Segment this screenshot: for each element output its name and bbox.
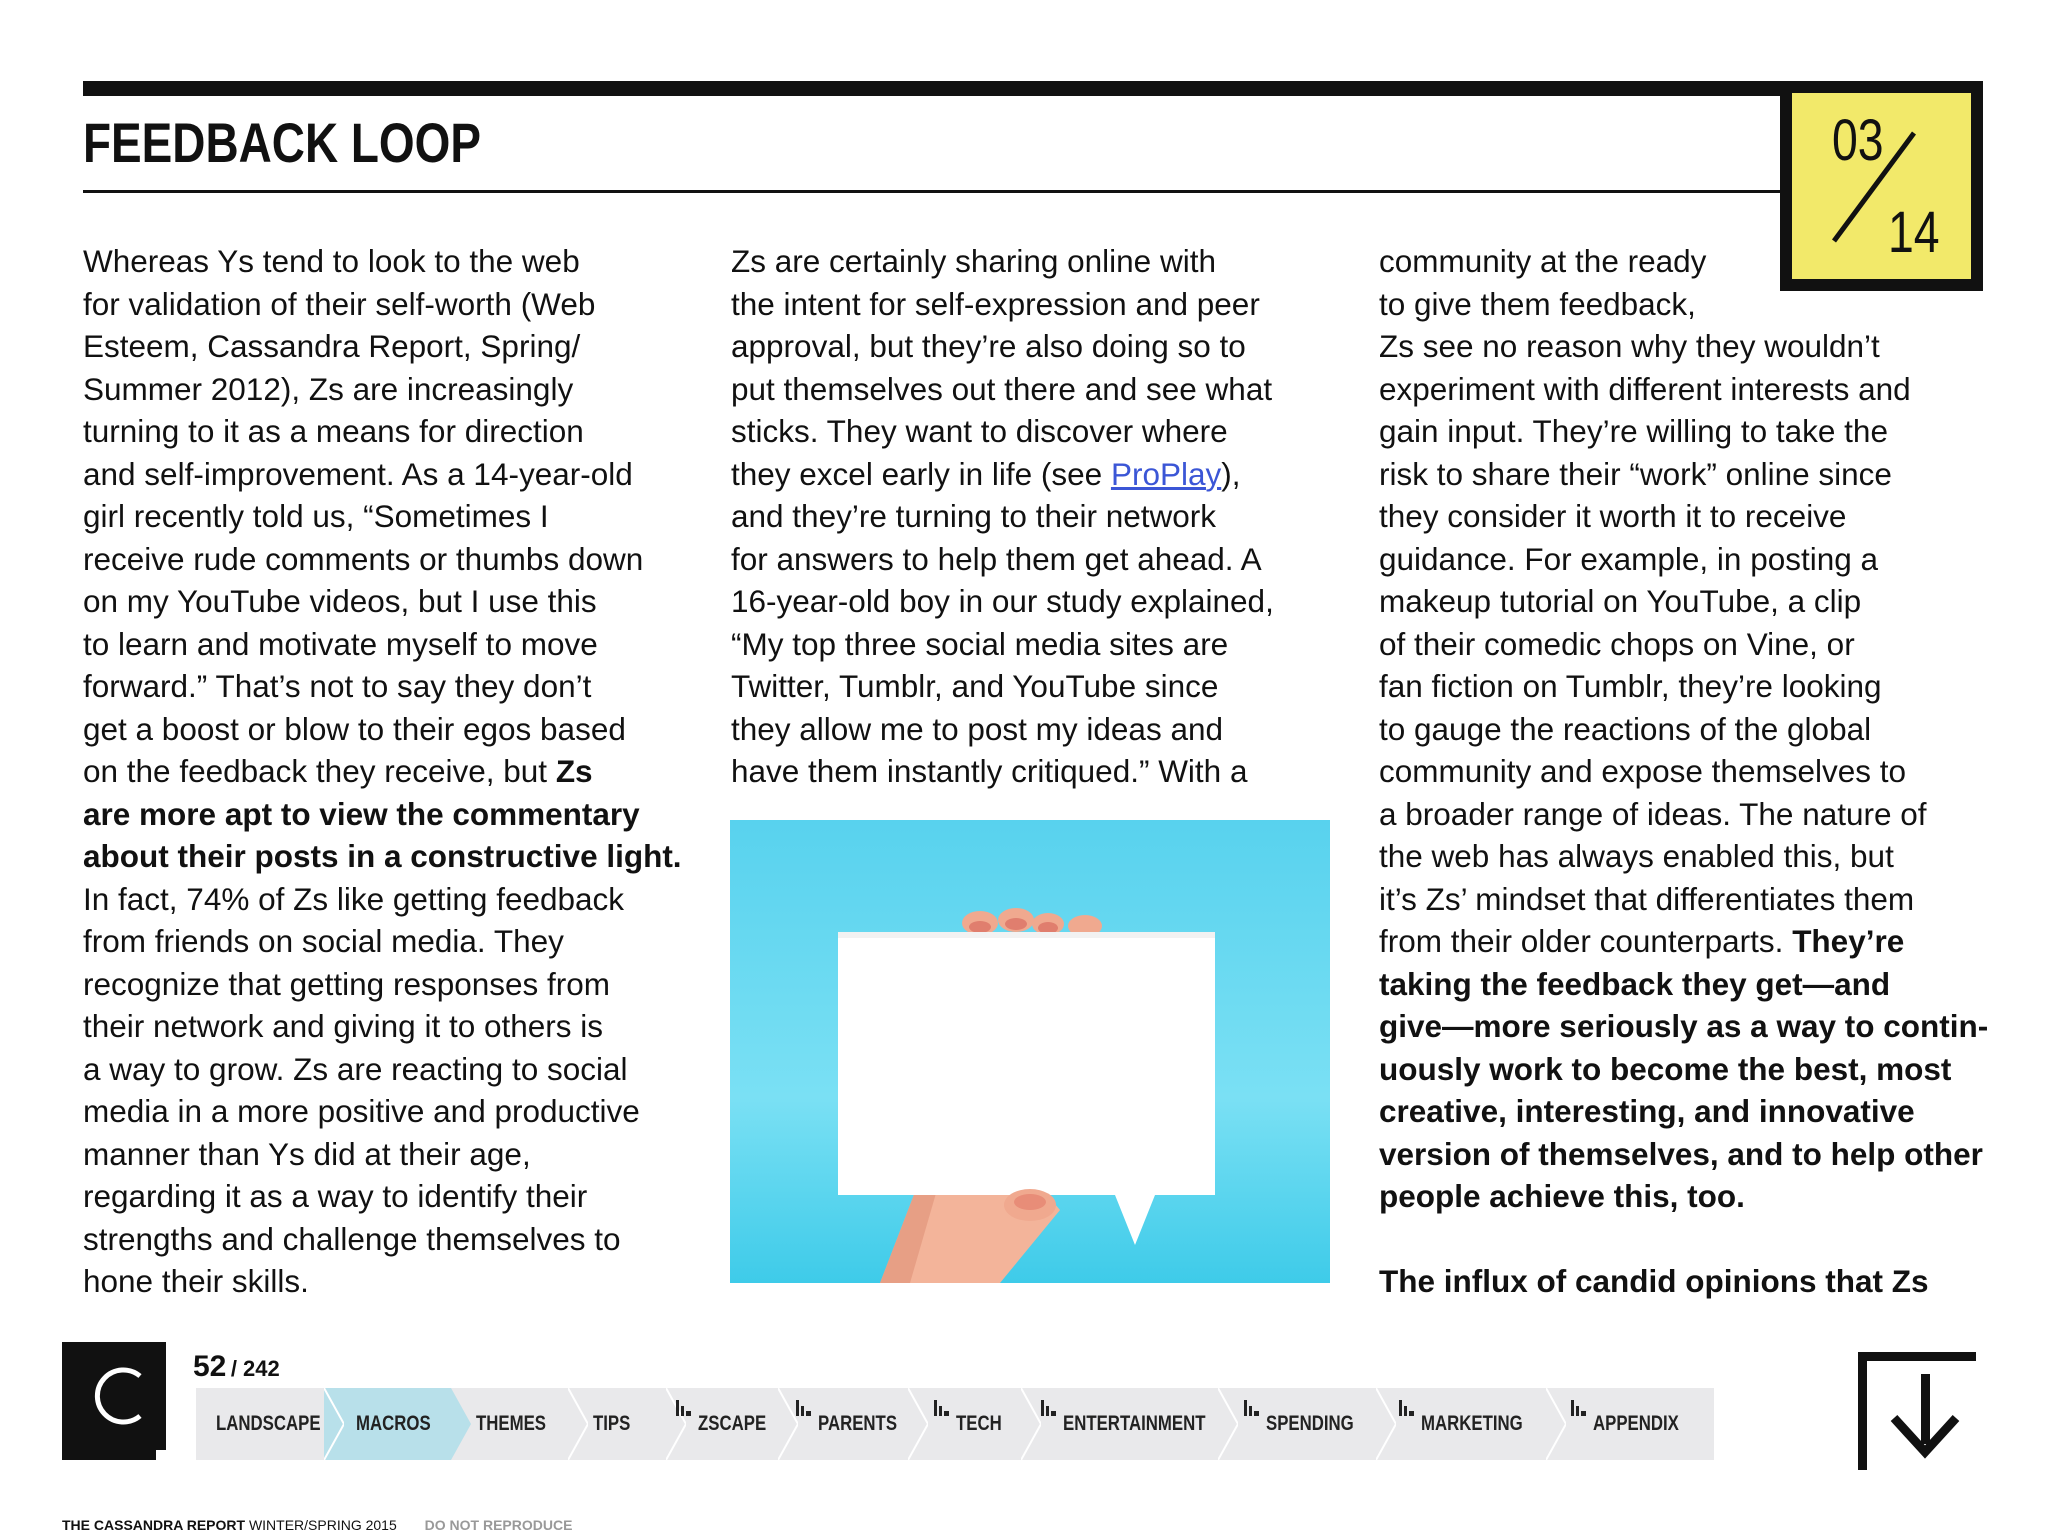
bar-chart-icon: [1399, 1400, 1417, 1416]
cassandra-logo-icon[interactable]: [62, 1342, 166, 1460]
bold-text: uously work to become the best, most: [1379, 1050, 1952, 1087]
text-line: of their comedic chops on Vine, or: [1379, 625, 1855, 662]
text-line: sticks. They want to discover where: [731, 413, 1228, 449]
text-line: girl recently told us, “Sometimes I: [83, 498, 549, 534]
text-line: to give them feedback,: [1379, 285, 1696, 322]
section-total: 14: [1888, 200, 1940, 265]
nav-separator-icon: [778, 1388, 798, 1460]
bar-chart-icon: [1244, 1400, 1262, 1416]
bold-text: give—more seriously as a way to contin-: [1379, 1008, 1989, 1044]
top-rule: [83, 81, 1983, 96]
footer-credit: [62, 1517, 572, 1533]
text-line: from friends on social media. They: [83, 923, 564, 959]
text-line: Esteem, Cassandra Report, Spring/: [83, 328, 581, 364]
bold-text: creative, interesting, and innovative: [1379, 1093, 1915, 1129]
title-rule: [83, 190, 1783, 193]
text-line: manner than Ys did at their age,: [83, 1135, 531, 1172]
bar-chart-icon: [1041, 1400, 1059, 1416]
text-line: “My top three social media sites are: [731, 625, 1229, 662]
text-line: on my YouTube videos, but I use this: [83, 583, 597, 619]
text-line: a broader range of ideas. The nature of: [1379, 795, 1927, 832]
bar-chart-icon: [796, 1400, 814, 1416]
text-line: the intent for self-expression and peer: [731, 285, 1260, 322]
nav-tab-label: SPENDING: [1266, 1412, 1354, 1435]
text-line: [1379, 1090, 1988, 1133]
nav-separator-icon: [451, 1388, 471, 1460]
bold-text: are more apt to view the commentary: [83, 795, 640, 832]
nav-tab-label: MARKETING: [1421, 1412, 1523, 1435]
page-title: FEEDBACK LOOP: [83, 111, 481, 174]
text-line: [1379, 1218, 1988, 1261]
text-line: In fact, 74% of Zs like getting feedback: [83, 880, 625, 917]
text-line: Twitter, Tumblr, and YouTube since: [731, 668, 1219, 704]
text-line: community at the ready: [1379, 243, 1707, 279]
nav-tab-label: PARENTS: [818, 1412, 898, 1435]
nav-tab-marketing[interactable]: [1421, 1388, 1541, 1460]
speech-bubble-photo: [730, 820, 1330, 1283]
text-line: they allow me to post my ideas and: [731, 710, 1224, 747]
text-line: gain input. They’re willing to take the: [1379, 413, 1888, 449]
nav-tab-label: MACROS: [356, 1412, 431, 1435]
nav-separator-icon: [568, 1388, 588, 1460]
text-line: to learn and motivate myself to move: [83, 625, 598, 662]
text-line: a way to grow. Zs are reacting to social: [83, 1050, 628, 1087]
text-line: have them instantly critiqued.” With a: [731, 753, 1248, 789]
nav-tab-label: THEMES: [476, 1412, 547, 1435]
page-total: / 242: [230, 1356, 280, 1381]
text-line: [1379, 1133, 1988, 1176]
nav-tab-zscape[interactable]: [698, 1388, 778, 1460]
text-line: approval, but they’re also doing so to: [731, 328, 1246, 364]
nav-tab-label: TIPS: [593, 1412, 631, 1435]
bold-text: Zs: [555, 753, 593, 789]
nav-separator-icon: [324, 1388, 344, 1460]
text-line: Whereas Ys tend to look to the web: [83, 243, 580, 279]
nav-tab-themes[interactable]: [476, 1388, 571, 1460]
text-line: their network and giving it to others is: [83, 1008, 604, 1044]
bold-text: They’re: [1792, 923, 1905, 959]
nav-tab-tech[interactable]: [956, 1388, 1016, 1460]
nav-tab-appendix[interactable]: [1593, 1388, 1703, 1460]
text-line: Zs are certainly sharing online with: [731, 243, 1216, 279]
section-current: 03: [1832, 108, 1884, 173]
text-line: makeup tutorial on YouTube, a clip: [1379, 583, 1862, 619]
bold-text: taking the feedback they get—and: [1379, 965, 1891, 1002]
nav-tab-landscape[interactable]: [196, 1388, 344, 1460]
column-1: [83, 240, 682, 1303]
bold-text: The influx of candid opinions that Zs: [1379, 1263, 1929, 1299]
text-line: for answers to help them get ahead. A: [731, 540, 1262, 577]
text-line: they consider it worth it to receive: [1379, 498, 1847, 534]
text-line: risk to share their “work” online since: [1379, 455, 1892, 492]
bar-chart-icon: [934, 1400, 952, 1416]
nav-tab-tips[interactable]: [593, 1388, 658, 1460]
text-line: [1379, 920, 1988, 963]
text-line: Summer 2012), Zs are increasingly: [83, 370, 574, 407]
text-line: [1379, 963, 1988, 1006]
text-line: put themselves out there and see what: [731, 370, 1273, 407]
nav-separator-icon: [908, 1388, 928, 1460]
text-line: [83, 793, 682, 836]
text-span: on the feedback they receive, but: [83, 753, 556, 789]
nav-separator-icon: [666, 1388, 686, 1460]
text-line: 16-year-old boy in our study explained,: [731, 583, 1274, 619]
bar-chart-icon: [676, 1400, 694, 1416]
nav-tab-entertainment[interactable]: [1063, 1388, 1213, 1460]
text-line: [83, 835, 682, 878]
page-counter: [193, 1350, 280, 1384]
text-line: [1379, 1175, 1988, 1218]
text-line: [1379, 1048, 1988, 1091]
nav-separator-icon: [1218, 1388, 1238, 1460]
bold-text: people achieve this, too.: [1379, 1178, 1745, 1214]
section-nav: [196, 1388, 1714, 1460]
hand-holding-speech-bubble-illustration: [730, 820, 1330, 1283]
text-line: and they’re turning to their network: [731, 498, 1217, 534]
text-line: [1379, 1260, 1988, 1303]
text-line: fan fiction on Tumblr, they’re looking: [1379, 668, 1882, 704]
edition: WINTER/SPRING 2015: [248, 1517, 397, 1533]
text-line: media in a more positive and productive: [83, 1093, 640, 1129]
text-line: strengths and challenge themselves to: [83, 1220, 621, 1257]
text-line: for validation of their self-worth (Web: [83, 285, 596, 322]
nav-tab-label: ENTERTAINMENT: [1063, 1412, 1206, 1435]
nav-tab-label: LANDSCAPE: [216, 1412, 321, 1435]
text-line: hone their skills.: [83, 1263, 309, 1299]
text-line: [1379, 1005, 1988, 1048]
nav-tab-label: ZSCAPE: [698, 1412, 767, 1435]
nav-separator-icon: [1021, 1388, 1041, 1460]
text-line: get a boost or blow to their egos based: [83, 710, 626, 747]
text-line: and self-improvement. As a 14-year-old: [83, 455, 633, 492]
nav-tab-label: TECH: [956, 1412, 1002, 1435]
publication-name: THE CASSANDRA REPORT: [62, 1517, 246, 1533]
nav-separator-icon: [1376, 1388, 1396, 1460]
nav-separator-icon: [1546, 1388, 1566, 1460]
bold-text: about their posts in a constructive light.: [83, 838, 682, 874]
text-line: experiment with different interests and: [1379, 370, 1911, 407]
nav-tab-label: APPENDIX: [1593, 1412, 1679, 1435]
text-span: from their older counterparts.: [1379, 923, 1793, 959]
text-span: ),: [1221, 455, 1241, 492]
copyright-notice: DO NOT REPRODUCE: [424, 1517, 573, 1533]
text-line: guidance. For example, in posting a: [1379, 540, 1879, 577]
text-line: the web has always enabled this, but: [1379, 838, 1894, 874]
text-line: to gauge the reactions of the global: [1379, 710, 1872, 747]
text-line: forward.” That’s not to say they don’t: [83, 668, 592, 704]
proplay-link[interactable]: ProPlay: [1110, 455, 1222, 492]
text-line: regarding it as a way to identify their: [83, 1178, 588, 1214]
text-line: Zs see no reason why they wouldn’t: [1379, 328, 1880, 364]
bar-chart-icon: [1571, 1400, 1589, 1416]
text-line: it’s Zs’ mindset that differentiates them: [1379, 880, 1915, 917]
column-2: [731, 240, 1274, 793]
text-line: [83, 750, 682, 793]
text-line: community and expose themselves to: [1379, 753, 1907, 789]
next-page-arrow-icon[interactable]: [1858, 1352, 1976, 1470]
text-line: turning to it as a means for direction: [83, 413, 584, 449]
page-current: 52: [193, 1350, 227, 1383]
nav-tab-parents[interactable]: [818, 1388, 903, 1460]
bold-text: version of themselves, and to help other: [1379, 1135, 1983, 1172]
text-line: [731, 453, 1274, 496]
column-3: [1379, 240, 1988, 1303]
text-span: they excel early in life (see: [731, 455, 1111, 492]
text-line: receive rude comments or thumbs down: [83, 540, 644, 577]
text-line: recognize that getting responses from: [83, 965, 611, 1002]
nav-tab-spending[interactable]: [1266, 1388, 1376, 1460]
